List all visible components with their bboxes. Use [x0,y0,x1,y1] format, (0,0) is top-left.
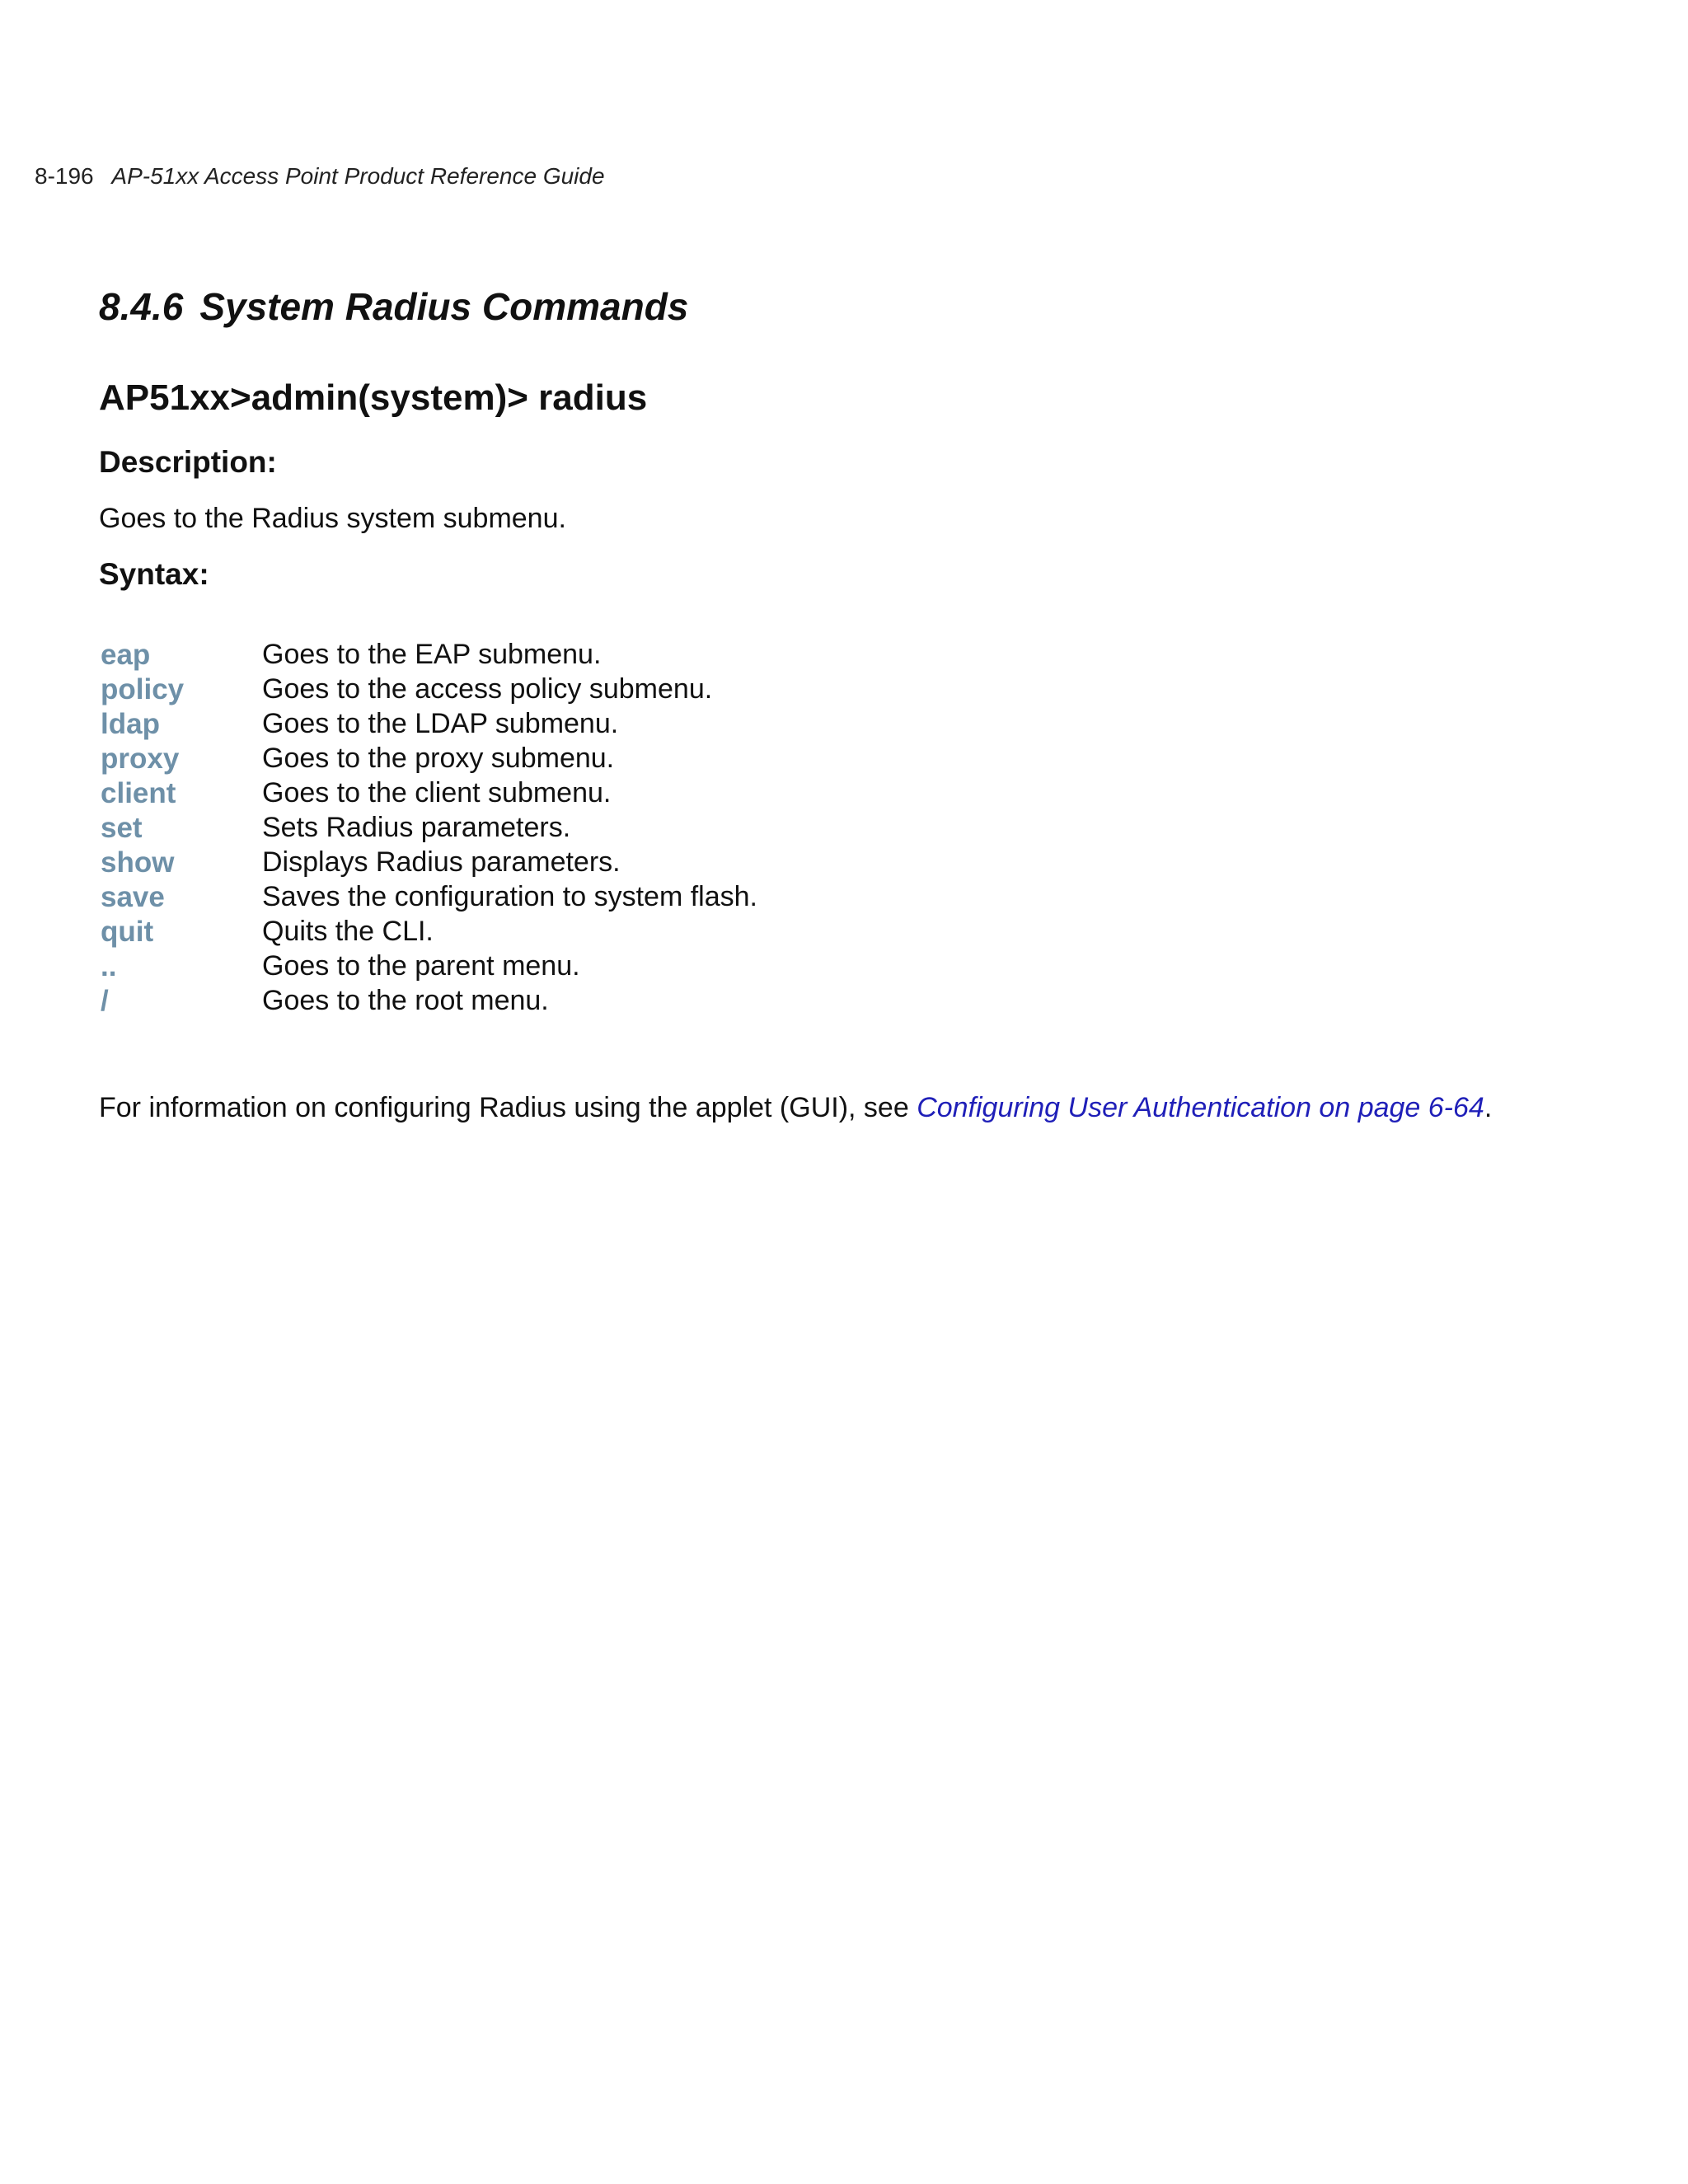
guide-title: AP-51xx Access Point Product Reference Guide [111,163,605,189]
command-heading: AP51xx>admin(system)> radius [99,377,648,418]
footer-note-trailing: . [1484,1092,1493,1123]
syntax-description: Goes to the proxy submenu. [262,743,615,774]
section-number: 8.4.6 [99,285,184,328]
syntax-command: client [101,777,176,809]
syntax-command: policy [101,673,185,705]
page-number: 8-196 [35,163,94,189]
syntax-row [101,639,757,673]
footer-note-text: For information on configuring Radius using the applet (GUI), see [99,1092,917,1123]
syntax-command: / [101,985,109,1017]
syntax-row [101,777,757,812]
section-title [99,284,688,329]
syntax-row [101,881,757,916]
syntax-command: ldap [101,708,160,740]
syntax-row [101,985,757,1019]
syntax-description: Quits the CLI. [262,916,434,947]
syntax-description: Sets Radius parameters. [262,812,571,843]
syntax-description: Saves the configuration to system flash. [262,881,757,912]
syntax-label: Syntax: [99,557,209,591]
description-label: Description: [99,445,277,479]
syntax-description: Goes to the root menu. [262,985,549,1016]
cross-reference-link[interactable]: Configuring User Authentication on page 6-64 [917,1092,1484,1123]
syntax-command: show [101,846,175,879]
syntax-row [101,846,757,881]
syntax-description: Goes to the parent menu. [262,950,580,982]
syntax-row [101,743,757,777]
syntax-description: Displays Radius parameters. [262,846,621,878]
syntax-description: Goes to the client submenu. [262,777,612,808]
syntax-row [101,950,757,985]
syntax-command: proxy [101,743,180,775]
footer-note [99,1092,1492,1124]
syntax-description: Goes to the access policy submenu. [262,673,713,705]
syntax-command: .. [101,950,117,982]
syntax-command: quit [101,916,154,948]
description-text: Goes to the Radius system submenu. [99,503,566,534]
syntax-row [101,673,757,708]
syntax-row [101,812,757,846]
syntax-command: save [101,881,165,913]
section-title-text: System Radius Commands [199,285,689,328]
syntax-description: Goes to the LDAP submenu. [262,708,619,739]
syntax-command: eap [101,639,151,671]
running-header [35,163,605,190]
syntax-row [101,708,757,743]
syntax-description: Goes to the EAP submenu. [262,639,602,670]
syntax-command: set [101,812,143,844]
syntax-row [101,916,757,950]
syntax-table [101,639,757,1019]
